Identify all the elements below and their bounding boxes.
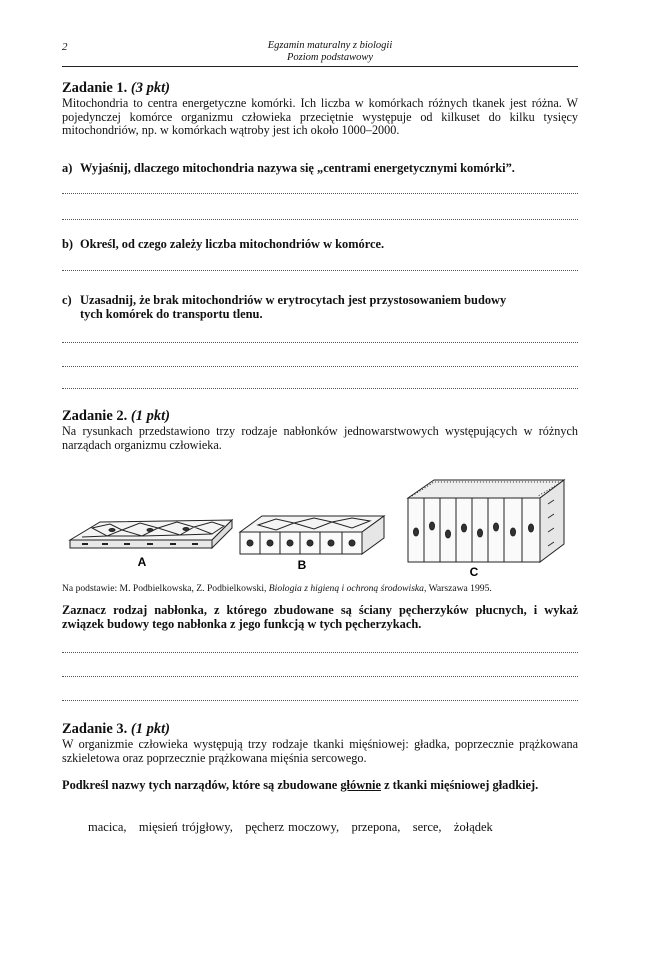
answer-line[interactable] (62, 270, 578, 271)
answer-line[interactable] (62, 700, 578, 701)
answer-line[interactable] (62, 388, 578, 389)
task2-section (62, 408, 578, 452)
question-c-text: Uzasadnij, że brak mitochondriów w erytrocytach jest przystosowaniem budowy (80, 293, 507, 307)
question-c-text-cont: tych komórek do transportu tlenu. (80, 307, 263, 321)
task1-points: (3 pkt) (130, 80, 170, 96)
question-a-label: a) (62, 161, 73, 175)
page-number: 2 (62, 41, 68, 53)
task2-points: (1 pkt) (130, 408, 170, 424)
task1-question-b (62, 237, 578, 251)
task1-question-a (62, 161, 578, 175)
answer-line[interactable] (62, 652, 578, 653)
squamous-epithelium-drawing (70, 520, 232, 548)
header-rule (62, 66, 578, 67)
task1-intro: Mitochondria to centra energetyczne komórki. Ich liczba w komórkach różnych tkanek jest różna. W pojedynczej komórce organizmu człowieka przeciętnie występuje od kilkuset do kilku tysięcy mitochondriów, np. w komórkach wątroby jest ich około 1000–2000. (62, 96, 578, 138)
task3-points: (1 pkt) (130, 721, 170, 737)
figure-label-b: B (297, 558, 307, 572)
source-authors: Na podstawie: M. Podbielkowska, Z. Podbielkowski, (62, 583, 269, 594)
task3-title: Zadanie 3. (62, 721, 128, 737)
task2-title: Zadanie 2. (62, 408, 128, 424)
question-b-text: Określ, od czego zależy liczba mitochondriów w komórce. (80, 237, 385, 251)
figure-label-c: C (469, 565, 479, 579)
epithelium-figure (62, 470, 582, 580)
task2-question: Zaznacz rodzaj nabłonka, z którego zbudowane są ściany pęcherzyków płucnych, i wykaż związek budowy tego nabłonka z jego funkcją w tych pęcherzykach. (62, 603, 578, 631)
page-header (230, 40, 430, 64)
task3-emphasis: głównie (340, 778, 381, 792)
task1-title: Zadanie 1. (62, 80, 128, 96)
figure-source (62, 583, 578, 595)
exam-title: Egzamin maturalny z biologii (267, 40, 393, 51)
answer-line[interactable] (62, 193, 578, 194)
task3-question-text: Podkreśl nazwy tych narządów, które są zbudowane (62, 778, 341, 792)
answer-line[interactable] (62, 676, 578, 677)
source-title: Biologia z higieną i ochroną środowiska (268, 583, 424, 594)
task3-section (62, 721, 578, 765)
task3-heading (62, 721, 578, 738)
answer-line[interactable] (62, 366, 578, 367)
task3-question (62, 778, 578, 792)
task1-question-c (62, 293, 578, 321)
task3-question-end: z tkanki mięśniowej gładkiej. (380, 778, 539, 792)
task3-intro: W organizmie człowieka występują trzy rodzaje tkanki mięśniowej: gładka, poprzecznie prążkowana szkieletowa oraz poprzecznie prążkowana mięśnia sercowego. (62, 737, 578, 765)
task2-intro: Na rysunkach przedstawiono trzy rodzaje nabłonków jednowarstwowych występujących w różnych narządach organizmu człowieka. (62, 424, 578, 452)
answer-line[interactable] (62, 219, 578, 220)
question-c-label: c) (62, 293, 72, 307)
task2-heading (62, 408, 578, 425)
cuboidal-epithelium-drawing (240, 516, 384, 554)
question-b-label: b) (62, 237, 74, 251)
answer-line[interactable] (62, 342, 578, 343)
columnar-epithelium-drawing (408, 480, 564, 562)
figure-label-a: A (137, 555, 147, 569)
task1-section (62, 80, 578, 138)
task1-heading (62, 80, 578, 97)
organ-list[interactable]: macica, mięsień trójgłowy, pęcherz moczowy, przepona, serce, żołądek (88, 820, 493, 834)
exam-level: Poziom podstawowy (286, 52, 374, 63)
question-a-text: Wyjaśnij, dlaczego mitochondria nazywa się „centrami energetycznymi komórki”. (80, 161, 515, 175)
source-publication: , Warszawa 1995. (423, 583, 492, 594)
